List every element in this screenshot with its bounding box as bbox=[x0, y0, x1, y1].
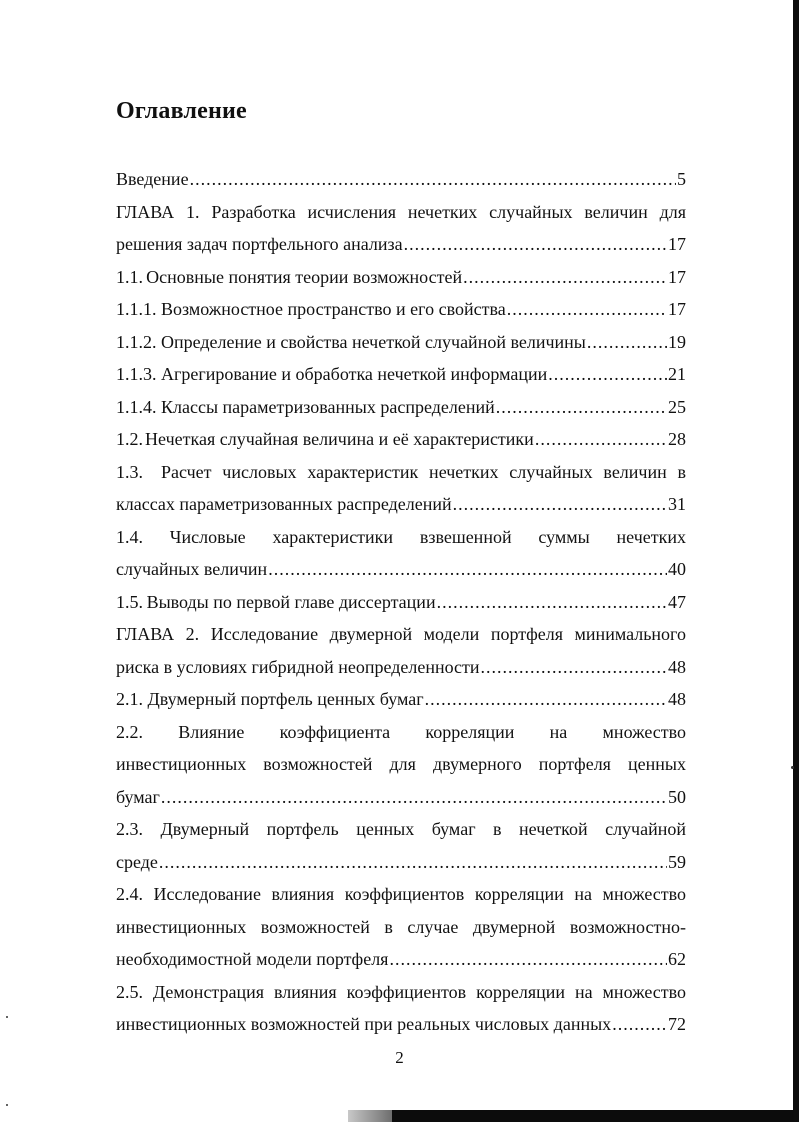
toc-entry-ch1-line1[interactable]: ГЛАВА 1. Разработка исчисления нечетких случайных величин для bbox=[116, 201, 686, 222]
toc-page-number: 31 bbox=[668, 494, 686, 514]
toc-entry-intro[interactable] bbox=[116, 163, 686, 196]
toc-entry-number: 1.5. bbox=[116, 591, 143, 612]
scan-edge-shadow bbox=[392, 1110, 794, 1122]
toc-page-number: 25 bbox=[668, 396, 686, 417]
toc-entry-1-5[interactable] bbox=[116, 586, 686, 619]
toc-page-number: 17 bbox=[668, 299, 686, 319]
toc-entry-text: инвестиционных возможностей при реальных числовых данных bbox=[116, 1014, 612, 1034]
dot-leader bbox=[437, 586, 667, 619]
toc-entry-text: Выводы по первой главе диссертации bbox=[146, 591, 436, 612]
dot-leader bbox=[453, 488, 667, 521]
dot-leader bbox=[587, 326, 667, 359]
toc-entry-text: решения задач портфельного анализа bbox=[116, 234, 403, 254]
toc-page-number: 72 bbox=[668, 1014, 686, 1034]
toc-entry-text: Расчет числовых характеристик нечетких случайных величин в bbox=[161, 461, 686, 482]
toc-entry-1-1-2[interactable] bbox=[116, 326, 686, 359]
table-of-contents bbox=[116, 163, 686, 1041]
toc-entry-2-4-line1[interactable]: 2.4. Исследование влияния коэффициентов корреляции на множество bbox=[116, 884, 686, 904]
dot-leader bbox=[425, 683, 667, 716]
toc-entry-2-3-line1[interactable]: 2.3. Двумерный портфель ценных бумаг в нечеткой случайной bbox=[116, 819, 686, 839]
toc-entry-1-3[interactable] bbox=[116, 488, 686, 521]
toc-entry-text: 1.1.3. Агрегирование и обработка нечеткой информации bbox=[116, 364, 548, 384]
dot-leader bbox=[481, 651, 667, 684]
toc-page-number: 48 bbox=[668, 656, 686, 677]
dot-leader bbox=[535, 423, 667, 456]
toc-entry-ch1[interactable] bbox=[116, 228, 686, 261]
toc-page-number: 19 bbox=[668, 331, 686, 352]
toc-entry-2-5-line1[interactable]: 2.5. Демонстрация влияния коэффициентов корреляции на множество bbox=[116, 981, 686, 1002]
toc-entry-text: среде bbox=[116, 851, 158, 872]
scan-speck bbox=[6, 1104, 8, 1106]
toc-entry-2-3[interactable] bbox=[116, 846, 686, 879]
toc-entry-2-4-line2[interactable]: инвестиционных возможностей в случае двумерной возможностно- bbox=[116, 916, 686, 937]
toc-entry-2-4[interactable] bbox=[116, 943, 686, 976]
toc-entry-text: 1.1.2. Определение и свойства нечеткой случайной величины bbox=[116, 331, 586, 352]
toc-entry-1-4-line1[interactable]: 1.4. Числовые характеристики взвешенной суммы нечетких bbox=[116, 526, 686, 547]
toc-entry-text: классах параметризованных распределений bbox=[116, 494, 452, 514]
toc-entry-1-1-4[interactable] bbox=[116, 391, 686, 424]
toc-page-number: 48 bbox=[668, 689, 686, 709]
toc-entry-1-2[interactable] bbox=[116, 423, 686, 456]
toc-entry-2-2-line2[interactable]: инвестиционных возможностей для двумерного портфеля ценных bbox=[116, 754, 686, 774]
scan-speck bbox=[791, 766, 794, 769]
dot-leader bbox=[190, 163, 676, 196]
toc-entry-ch2-line1[interactable]: ГЛАВА 2. Исследование двумерной модели портфеля минимального bbox=[116, 624, 686, 644]
toc-page-number: 47 bbox=[668, 591, 686, 612]
page-title: Оглавление bbox=[116, 98, 247, 124]
toc-entry-2-1[interactable] bbox=[116, 683, 686, 716]
toc-page-number: 17 bbox=[668, 234, 686, 254]
toc-page-number: 40 bbox=[668, 559, 686, 579]
dot-leader bbox=[161, 781, 667, 814]
toc-page-number: 62 bbox=[668, 949, 686, 969]
dot-leader bbox=[463, 261, 667, 294]
toc-entry-1-1[interactable] bbox=[116, 261, 686, 294]
toc-entry-1-1-3[interactable] bbox=[116, 358, 686, 391]
dot-leader bbox=[507, 293, 667, 326]
toc-entry-2-2-line1[interactable]: 2.2. Влияние коэффициента корреляции на множество bbox=[116, 721, 686, 742]
toc-entry-1-3-line1[interactable] bbox=[116, 456, 686, 489]
toc-entry-number: 1.3. bbox=[116, 461, 143, 482]
toc-entry-2-2[interactable] bbox=[116, 781, 686, 814]
toc-page-number: 28 bbox=[668, 429, 686, 449]
toc-entry-text: случайных величин bbox=[116, 559, 268, 579]
dot-leader bbox=[496, 391, 667, 424]
toc-entry-text: Основные понятия теории возможностей bbox=[146, 266, 463, 287]
toc-entry-text: риска в условиях гибридной неопределенности bbox=[116, 656, 480, 677]
toc-entry-text: 2.1. Двумерный портфель ценных бумаг bbox=[116, 689, 424, 709]
toc-entry-text: Нечеткая случайная величина и её характеристики bbox=[145, 429, 534, 449]
scan-speck bbox=[6, 1016, 8, 1018]
dot-leader bbox=[268, 553, 667, 586]
toc-entry-text: 1.1.1. Возможностное пространство и его свойства bbox=[116, 299, 506, 319]
page-number: 2 bbox=[395, 1048, 404, 1067]
toc-page-number: 21 bbox=[668, 364, 686, 384]
toc-page-number: 17 bbox=[668, 266, 686, 287]
toc-entry-ch2[interactable] bbox=[116, 651, 686, 684]
toc-entry-text: 1.1.4. Классы параметризованных распределений bbox=[116, 396, 495, 417]
toc-entry-1-4[interactable] bbox=[116, 553, 686, 586]
dot-leader bbox=[548, 358, 667, 391]
scan-edge-gradient bbox=[348, 1110, 392, 1122]
dot-leader bbox=[159, 846, 667, 879]
toc-entry-text: необходимостной модели портфеля bbox=[116, 949, 389, 969]
dot-leader bbox=[404, 228, 667, 261]
toc-page-number: 5 bbox=[677, 169, 686, 189]
dot-leader bbox=[612, 1008, 667, 1041]
toc-entry-number: 1.2. bbox=[116, 429, 143, 449]
toc-page-number: 50 bbox=[668, 786, 686, 807]
toc-entry-number: 1.1. bbox=[116, 266, 143, 287]
toc-page-number: 59 bbox=[668, 851, 686, 872]
toc-entry-1-1-1[interactable] bbox=[116, 293, 686, 326]
toc-entry-text: Введение bbox=[116, 169, 189, 189]
toc-entry-text: бумаг bbox=[116, 786, 160, 807]
dot-leader bbox=[389, 943, 667, 976]
toc-entry-2-5[interactable] bbox=[116, 1008, 686, 1041]
scan-right-edge bbox=[793, 0, 799, 1122]
